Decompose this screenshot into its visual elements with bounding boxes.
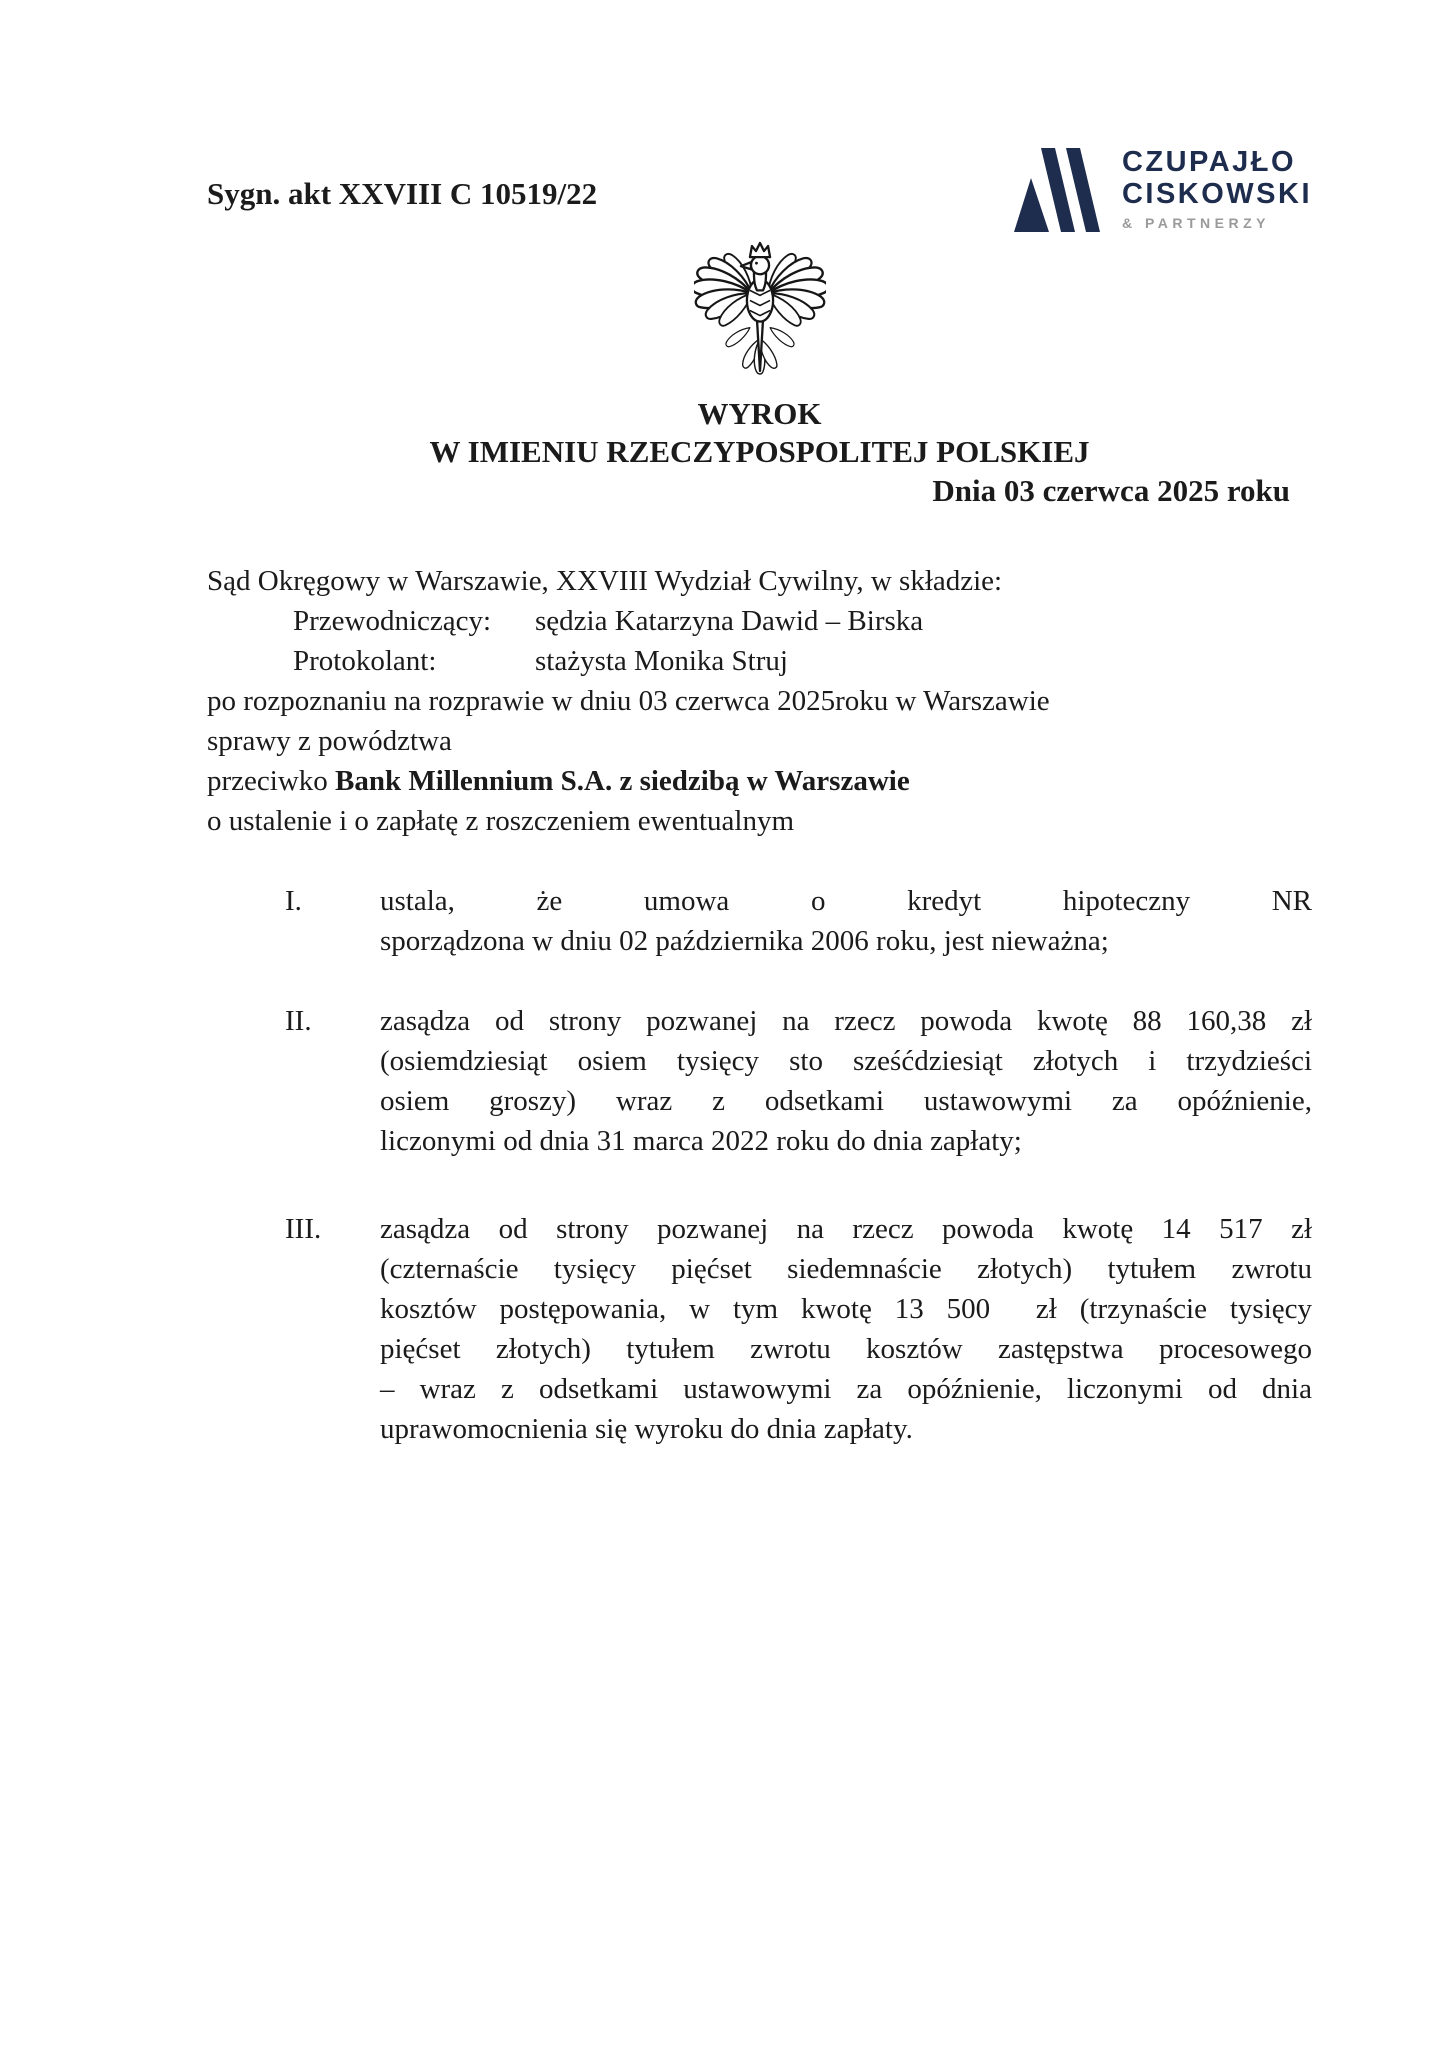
ruling-list (207, 881, 1312, 1449)
ruling-item-2-text (380, 1001, 1312, 1161)
ruling-item-2-line: zasądza od strony pozwanej na rzecz powoda kwotę 88 160,38 zł (380, 1005, 1312, 1037)
logo-text (1122, 148, 1312, 230)
ruling-item-3-text (380, 1209, 1312, 1449)
presiding-judge-label: Przewodniczący: (293, 605, 492, 637)
title-block (207, 395, 1312, 511)
judgment-title: WYROK (697, 396, 822, 431)
presiding-judge-row (207, 601, 1312, 641)
ruling-item-1-text (380, 881, 1312, 961)
clerk-label: Protokolant: (293, 645, 437, 677)
ruling-item-1-line: ustala, że umowa o kredyt hipoteczny NR (380, 885, 1312, 917)
ruling-item-2-line: liczonymi od dnia 31 marca 2022 roku do dnia zapłaty; (380, 1125, 1022, 1157)
defendant-line (207, 761, 1312, 801)
ruling-item-3-line: – wraz z odsetkami ustawowymi za opóźnienie, liczonymi od dnia (380, 1373, 1312, 1405)
law-firm-logo (1014, 148, 1312, 233)
defendant-prefix: przeciwko (207, 765, 336, 797)
ruling-item-2-line: (osiemdziesiąt osiem tysięcy sto sześćdziesiąt złotych i trzydzieści (380, 1045, 1312, 1077)
ruling-item-3-numeral: III. (285, 1213, 322, 1245)
ruling-item-3-line: (czternaście tysięcy pięćset siedemnaście złotych) tytułem zwrotu (380, 1253, 1312, 1285)
presiding-judge-value: sędzia Katarzyna Dawid – Birska (535, 605, 924, 637)
case-number: Sygn. akt XXVIII C 10519/22 (207, 176, 598, 211)
case-info-block (207, 561, 1312, 841)
court-line: Sąd Okręgowy w Warszawie, XXVIII Wydział Cywilny, w składzie: (207, 565, 1003, 597)
ruling-item-2-line: osiem groszy) wraz z odsetkami ustawowymi za opóźnienie, (380, 1085, 1312, 1117)
ruling-item-2-numeral: II. (285, 1005, 312, 1037)
defendant-name: Bank Millennium S.A. z siedzibą w Warszawie (335, 765, 910, 797)
hearing-line: po rozpoznaniu na rozprawie w dniu 03 czerwca 2025roku w Warszawie (207, 685, 1050, 717)
ruling-item-3-line: uprawomocnienia się wyroku do dnia zapłaty. (380, 1413, 913, 1445)
subject-line: o ustalenie i o zapłatę z roszczeniem ewentualnym (207, 805, 794, 837)
ruling-item-3-line: pięćset złotych) tytułem zwrotu kosztów zastępstwa procesowego (380, 1333, 1312, 1365)
ruling-item-1-line: sporządzona w dniu 02 października 2006 roku, jest nieważna; (380, 925, 1109, 957)
judgment-subtitle: W IMIENIU RZECZYPOSPOLITEJ POLSKIEJ (429, 434, 1090, 469)
claim-line: sprawy z powództwa (207, 725, 452, 757)
clerk-value: stażysta Monika Struj (535, 645, 788, 677)
ruling-item-1 (207, 881, 1312, 961)
logo-mark-icon (1014, 148, 1102, 233)
logo-name-line2: CISKOWSKI (1121, 178, 1312, 210)
logo-name-line1: CZUPAJŁO (1121, 146, 1297, 178)
polish-eagle-emblem (207, 241, 1312, 379)
clerk-row (207, 641, 1312, 681)
ruling-item-3-line: zasądza od strony pozwanej na rzecz powoda kwotę 14 517 zł (380, 1213, 1312, 1245)
logo-partners-line: & PARTNERZY (1121, 215, 1270, 231)
header-row (207, 0, 1312, 233)
judgment-date: Dnia 03 czerwca 2025 roku (932, 473, 1290, 508)
ruling-item-3-line: kosztów postępowania, w tym kwotę 13 500 zł (trzynaście tysięcy (380, 1293, 1312, 1325)
ruling-item-1-numeral: I. (285, 885, 302, 917)
ruling-item-2 (207, 1001, 1312, 1161)
ruling-item-3 (207, 1209, 1312, 1449)
